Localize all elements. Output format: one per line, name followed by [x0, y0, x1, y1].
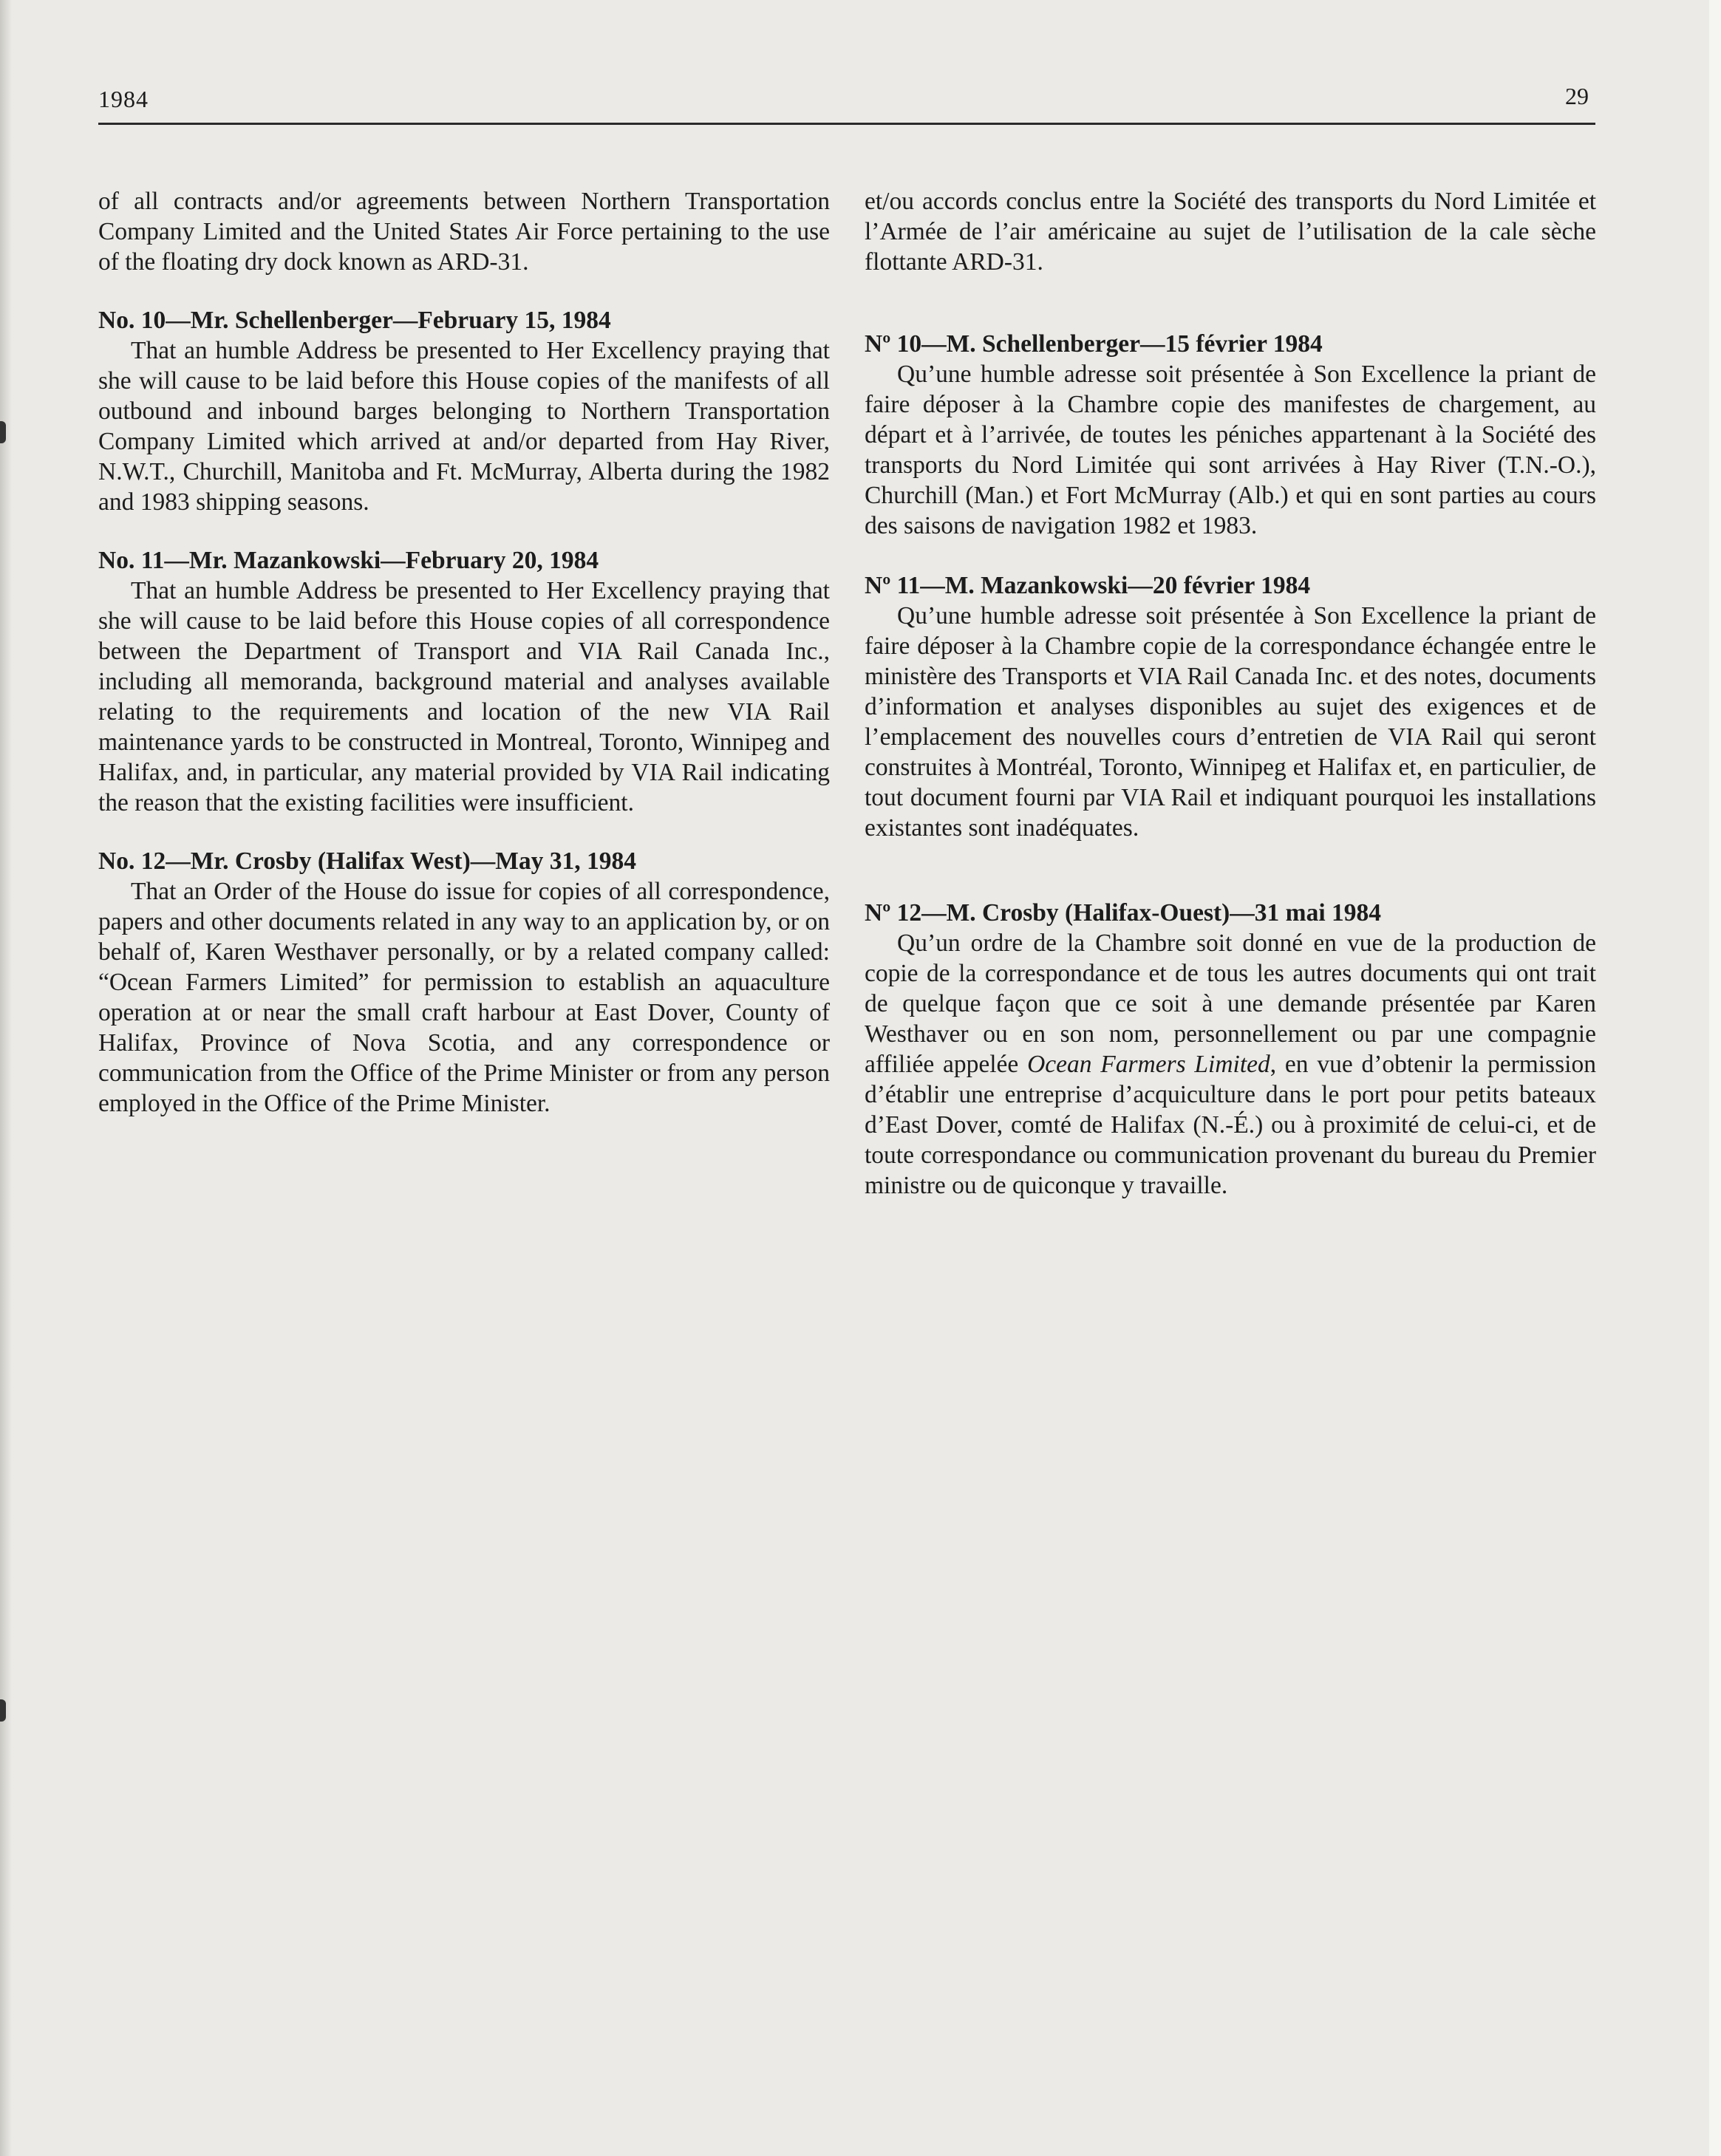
item-body-no-12: That an Order of the House do issue for copies of all correspondence, papers and other documents related in any way to an application by, or on behalf of, Karen Westhaver personally, or by a related company called: “Ocean Farmers Limited” for permission to establish an aquaculture operation at or near the small craft harbour at East Dover, County of Halifax, Province of Nova Scotia, and any correspondence or communication from the Office of the Prime Minister or from any person employed in the Office of the Prime Minister. — [98, 878, 830, 1117]
item-heading-no-12-fr: Nº 12—M. Crosby (Halifax-Ouest)—31 mai 1984 — [865, 899, 1382, 927]
item-heading-no-12: No. 12—Mr. Crosby (Halifax West)—May 31, 1984 — [98, 847, 636, 875]
item-body-no-10: That an humble Address be presented to Her Excellency praying that she will cause to be laid before this House copies of the manifests of all outbound and inbound barges belonging to Northern Transportation Company Limited which arrived at and/or departed from Hay River, N.W.T., Churchill, Manitoba and Ft. McMurray, Alberta during the 1982 and 1983 shipping seasons. — [98, 337, 830, 516]
french-column — [865, 186, 1596, 1201]
running-header-year: 1984 — [98, 86, 149, 112]
body-text: , en vue d’obtenir la permission d’établir une entreprise d’acquiculture dans le port pour petits bateaux d’East Dover, comté de Halifax (N.-É.) ou à proximité de celui-ci, et de toute correspondance ou communication provenant du bureau du Premier ministre ou de quiconque y travaille. — [865, 1051, 1596, 1199]
page-edge-shadow — [0, 0, 12, 2156]
item-body-no-10-fr: Qu’une humble adresse soit présentée à Son Excellence la priant de faire déposer à la Chambre copie des manifestes de chargement, au départ et à l’arrivée, de toutes les péniches appartenant à la Société des transports du Nord Limitée qui sont arrivées à Hay River (T.N.-O.), Churchill (Man.) et Fort McMurray (Alb.) et qui en sont parties au cours des saisons de navigation 1982 et 1983. — [865, 361, 1596, 539]
continued-paragraph: of all contracts and/or agreements between Northern Transportation Company Limited and the United States Air Force pertaining to the use of the floating dry dock known as ARD-31. — [98, 188, 830, 276]
item-heading-no-11-fr: Nº 11—M. Mazankowski—20 février 1984 — [865, 572, 1311, 599]
item-heading-no-10-fr: Nº 10—M. Schellenberger—15 février 1984 — [865, 330, 1323, 358]
item-body-no-11-fr: Qu’une humble adresse soit présentée à Son Excellence la priant de faire déposer à la Chambre copie de la correspondance échangée entre le ministère des Transports et VIA Rail Canada Inc. et des notes, documents d’information et analyses disponibles au sujet des exigences et de l’emplacement des nouvelles cours d’entretien de VIA Rail qui seront construites à Montréal, Toronto, Winnipeg et Halifax et, en particulier, de tout document fourni par VIA Rail et indiquant pourquoi les installations existantes sont inadéquates. — [865, 602, 1596, 842]
body-text: Qu’un ordre de la Chambre soit donné en vue de la production de copie de la correspondance et de tous les autres documents qui ont trait de quelque façon que ce soit à une demande présentée par Karen Westhaver ou en son nom, personnellement ou par une compagnie affiliée appelée — [865, 929, 1596, 1078]
page-right-margin — [1709, 0, 1721, 2156]
company-name-italic: Ocean Farmers Limited — [1027, 1051, 1270, 1078]
page-number: 29 — [1565, 83, 1589, 109]
english-column — [98, 186, 830, 1119]
binding-hole-mark — [0, 421, 6, 443]
header-rule — [98, 123, 1595, 125]
binding-hole-mark — [0, 1699, 6, 1722]
item-body-no-11: That an humble Address be presented to Her Excellency praying that she will cause to be laid before this House copies of all correspondence between the Department of Transport and VIA Rail Canada Inc., including all memoranda, background material and analyses available relating to the requirements and location of the new VIA Rail maintenance yards to be constructed in Montreal, Toronto, Winnipeg and Halifax, and, in particular, any material provided by VIA Rail indicating the reason that the existing facilities were insufficient. — [98, 577, 830, 816]
item-heading-no-11: No. 11—Mr. Mazankowski—February 20, 1984 — [98, 547, 599, 574]
continued-paragraph-fr: et/ou accords conclus entre la Société des transports du Nord Limitée et l’Armée de l’air américaine au sujet de l’utilisation de la cale sèche flottante ARD-31. — [865, 188, 1596, 276]
item-heading-no-10: No. 10—Mr. Schellenberger—February 15, 1984 — [98, 307, 611, 334]
item-body-no-12-fr — [865, 928, 1596, 1201]
